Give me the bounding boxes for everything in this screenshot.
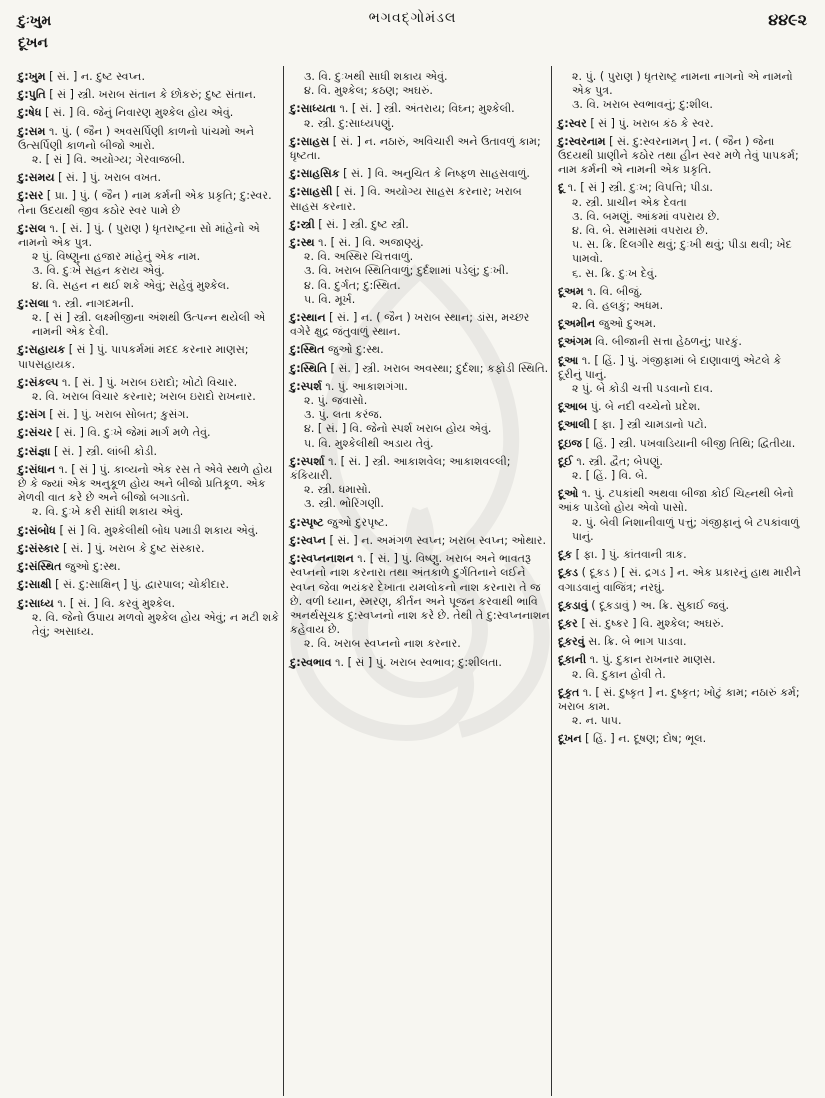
definition-text: ૧. [ હિં. ] પું. ગંજીફામાં બે દાણાવાળું એટલે કે દૂરીનું પાનું. <box>558 353 782 381</box>
dictionary-entry <box>558 437 808 451</box>
dictionary-entry <box>18 408 280 422</box>
dictionary-entry <box>18 88 280 102</box>
dictionary-entry <box>18 297 280 340</box>
dictionary-entry <box>290 552 552 651</box>
definition-text: [ સં ] પું. ખરાબ કંઠ કે સ્વર. <box>590 116 714 130</box>
dictionary-entry <box>290 343 552 357</box>
headword: દુ:સંધાન <box>18 462 56 476</box>
headword: દુ:સાહસિક <box>290 167 340 181</box>
definition-text: ૧. [ સં ] સ્ત્રી. દુઃખ; વિપત્તિ; પીડા. <box>567 181 713 195</box>
headword: દુ:સંસ્થિત <box>18 560 62 574</box>
sub-sense: ૨. વિ. અસ્થિર ચિત્તવાળું. <box>304 250 414 264</box>
headword: દુ:સ્વપ્નનાશન <box>290 552 354 566</box>
entry-main <box>290 218 552 232</box>
headword: દુ:સહાયક <box>18 343 66 357</box>
sub-sense: ૩. વિ. દુઃખે સહન કરાય એવું. <box>32 264 165 278</box>
definition-text: ૧. [ સં ] પું. ખરાબ સ્વભાવ; દુ:શીલતા. <box>335 655 502 669</box>
sub-sense: ૫. વિ. મુશ્કેલીથી અડાય તેવું. <box>304 436 434 450</box>
dictionary-entry <box>18 222 280 293</box>
dictionary-entry <box>290 455 552 512</box>
definition-text: [ ફા. ] સ્ત્રી ચામડાનો પટો. <box>593 418 708 432</box>
definition-text: [ સં. ] વિ. અનુચિત કે નિષ્ફળ સાહસવાળું. <box>343 167 530 181</box>
definition-text: [ સં. દુ:સ્વરનામન્ ] ન. ( જૈન ) જેના ઉદયથી પ્રાણીને કઠોર તથા હીન સ્વર મળે તેવું પાપકર્મ; નામ કર્મની એ નામની એક પ્રકૃતિ. <box>558 134 799 177</box>
headword: દુ:સ્વર <box>558 116 587 130</box>
sub-sense: ૨. વિ. ખરાબ વિચાર કરનાર; ખરાબ ઇરાદો રાખનાર. <box>32 390 256 404</box>
headword: દુ:સાક્ષી <box>18 578 52 592</box>
definition-text: ૧. [ સં. દુષ્કૃત ] ન. દુષ્કૃત; ખોટું કામ; નઠારું કર્મ; ખરાબ કામ. <box>558 685 800 713</box>
dictionary-entry <box>558 418 808 432</box>
definition-text: [ સં. ] વિ. દુઃખે જેમાં માર્ગ મળે તેવું. <box>55 426 211 440</box>
dictionary-entry <box>558 181 808 280</box>
entry-main <box>290 167 552 181</box>
definition-text: ૧. [ સં. ] વિ. કરવું મુશ્કેલ. <box>57 596 176 610</box>
definition-text: પું. બે નદી વચ્ચેનો પ્રદેશ. <box>590 400 701 414</box>
dictionary-entry <box>18 445 280 459</box>
entry-main <box>18 297 280 311</box>
headword: દૂઆ <box>558 353 579 367</box>
sub-sense: ૨. સ્ત્રી. પ્રાચીન એક દેવતા <box>572 195 687 209</box>
definition-text: ૧. પું. ટપકાંથી અથવા બીજા કોઈ ચિહ્નથી બેનો આંક પાડેલો હોય એવો પાસો. <box>558 487 794 515</box>
entry-main <box>558 566 808 594</box>
sub-sense: ૪. [ સં. ] વિ. જેનો સ્પર્શ ખરાબ હોય એવું. <box>304 422 492 436</box>
entry-main <box>18 106 280 120</box>
sub-sense: ૪. વિ. મુશ્કેલ; કઠણ; અઘરું. <box>304 84 433 98</box>
entry-main <box>18 542 280 556</box>
headword: દુ:સંકલ્પ <box>18 375 59 389</box>
entry-main <box>290 185 552 213</box>
headword: દુ:સાહસી <box>290 185 333 199</box>
dictionary-entry <box>18 171 280 185</box>
headword: દુ:સંસ્કાર <box>18 541 60 555</box>
definition-text: [ સં. દુષ્કર ] વિ. મુશ્કેલ; અઘરું. <box>581 616 724 630</box>
page-number: ૪૪૯૨ <box>768 10 807 29</box>
definition-text: [ ફા. ] પું. કાંતવાની ત્રાક. <box>575 548 687 562</box>
headword: દૂખન <box>558 732 582 746</box>
entry-main <box>18 222 280 250</box>
running-title: ભગવદ્ગોમંડલ <box>368 10 457 26</box>
definition-text: જુઓ દુ:સ્થ. <box>328 343 384 357</box>
dictionary-entry <box>18 343 280 371</box>
headword: દુ:સલા <box>18 296 49 310</box>
headword: દુ:સ્પર્શ <box>290 379 322 393</box>
headword: દુ:સાહસ <box>290 134 330 148</box>
sub-sense: ૨. [ હિં. ] વિ. બે. <box>572 469 648 483</box>
sub-sense: ૩. વિ. ખરાબ સ્થિતિવાળું; દુર્દશામાં પડેલું; દુઃખી. <box>304 264 509 278</box>
definition-text: સ. ક્રિ. બે ભાગ પાડવા. <box>588 635 687 649</box>
definition-text: ૧. પું. આકાશગંગા. <box>325 379 408 393</box>
headword: દૂઅમીન <box>558 317 596 331</box>
dictionary-entry <box>558 117 808 131</box>
definition-text: [ સં. ] પું. ખરાબ સોબત; કુસંગ. <box>49 408 190 422</box>
headword: દુ:સમય <box>18 171 55 185</box>
definition-text: [ પ્રા. ] પું. ( જૈન ) નામ કર્મની એક પ્રકૃતિ; દુ:સ્વર. તેના ઉદયથી જીવ કઠોર સ્વર પામે છે <box>18 189 272 217</box>
headword: દુ:સાધ્યતા <box>290 102 336 116</box>
sub-sense: ૪. વિ. બે. સમાસમાં વપરાય છે. <box>572 224 709 238</box>
definition-text: [ સં. ] સ્ત્રી. દુષ્ટ સ્ત્રી. <box>318 217 409 231</box>
definition-text: ૧. સ્ત્રી. દ્વૈત; બેપણું. <box>576 454 663 468</box>
sub-sense: ૨. ન. પાપ. <box>572 714 622 728</box>
entry-main <box>290 656 552 670</box>
headword: દૂઓ <box>558 487 579 501</box>
headword: દૂક <box>558 548 573 562</box>
dictionary-entry <box>558 653 808 681</box>
dictionary-entry <box>558 599 808 613</box>
headword: દુ:સમ <box>18 124 46 138</box>
sub-sense: ૫. વિ. મૂર્ખ. <box>304 292 356 306</box>
headword: દૂઆબ <box>558 400 588 414</box>
sub-sense: ૨. પું. જવાસો. <box>304 394 368 408</box>
entry-main <box>18 445 280 459</box>
dictionary-entry <box>558 548 808 562</box>
sub-sense: ૨ પું. વિષ્ણુના હજાર માંહેનું એક નામ. <box>32 250 201 264</box>
dictionary-entry <box>290 311 552 339</box>
definition-text: ૧. [ સં. ] વિ. અજાણ્યું. <box>318 236 424 250</box>
dictionary-entry <box>290 656 552 670</box>
definition-text: ૧. [ સં. ] પું. વિષ્ણુ. ખરાબ અને ભાવતરૂ સ્વપ્નનો નાશ કરનારા તથા અંતકાળે દુર્ગતિનાને લઈને સ્વપ્ન જેવા ભયંકર દેખાતા યમલોકનો નાશ કરનારા તે જ છે. વળી ધ્યાન, સ્મરણ, કીર્તન અને પૂજન કરવાથી ભાવિ અનર્થસૂચક દુ:સ્વપ્નનો નાશ કરે છે. તેથી તે દુ:સ્વપ્નનાશન કહેવાય છે. <box>290 552 550 637</box>
definition-text: [ સં. ] ન. દુષ્ટ સ્વપ્ન. <box>49 70 145 83</box>
dictionary-entry <box>290 516 552 530</box>
dictionary-entry <box>558 617 808 631</box>
definition-text: જુઓ દુ:સ્થ. <box>65 560 121 574</box>
headword: દૂઇજ <box>558 436 582 450</box>
dictionary-entry <box>18 597 280 640</box>
dictionary-entry <box>558 732 808 746</box>
definition-text: [ સં. ] પું. ખરાબ કે દુષ્ટ સંસ્કાર. <box>62 541 205 555</box>
definition-text: ૧. [ સં. ] પું. ( પુરાણ ) ધૃતરાષ્ટ્રના સો માંહેનો એ નામનો એક પુત્ર. <box>18 221 260 250</box>
dictionary-entry <box>18 542 280 556</box>
guide-first-word: દુઃખુમ <box>18 13 52 29</box>
definition-text: ૧. સ્ત્રી. નાગદમની. <box>52 296 134 310</box>
entry-main <box>558 317 808 331</box>
entry-main <box>558 354 808 382</box>
page-header <box>18 10 807 68</box>
entry-main <box>18 426 280 440</box>
entry-main <box>290 534 552 548</box>
sub-sense: ૩. સ્ત્રી. ભોરિંગણી. <box>304 497 384 511</box>
definition-text: [ સં. ] વિ. અયોગ્ય સાહસ કરનાર; ખરાબ સાહસ કરનાર. <box>290 185 522 213</box>
definition-text: [ સં. ] સ્ત્રી. લાંબી કોડી. <box>54 444 158 458</box>
entry-main <box>290 552 552 637</box>
sub-sense: ૨. [ સં ] સ્ત્રી. લક્ષ્મીજીના અંશથી ઉત્પન્ન થયેલી એ નામની એક દેવી. <box>32 311 266 339</box>
dictionary-entry <box>290 380 552 451</box>
sub-sense: ૨. વિ. દુકાન હોવી તે. <box>572 667 666 681</box>
entry-main <box>558 335 808 349</box>
dictionary-entry <box>18 560 280 574</box>
sub-sense: ૨. સ્ત્રી. ધમાસો. <box>304 483 372 497</box>
entry-main <box>558 455 808 469</box>
dictionary-entry <box>290 362 552 376</box>
entry-main <box>290 362 552 376</box>
definition-text: [ સં ] વિ. મુશ્કેલીથી બોધ પમાડી શકાય એવું. <box>59 523 259 537</box>
dictionary-entry <box>558 686 808 729</box>
definition-text: [ સં ] પું. પાપકર્મમાં મદદ કરનાર માણસ; પાપસહાયક. <box>18 343 249 371</box>
headword: દૂઈ <box>558 454 573 468</box>
headword: દુ:સ્વભાવ <box>290 655 332 669</box>
headword: દુ:સ્થ <box>290 236 315 250</box>
sub-sense: ૨ પું. બે કોડી ચત્તી પડવાનો દાવ. <box>572 382 714 396</box>
sub-sense: ૪. વિ. સહન ન થઈ શકે એવું; સહેવું મુશ્કેલ. <box>32 278 230 292</box>
sub-sense: ૨. વિ. હલકું; અધમ. <box>572 299 664 313</box>
entry-main <box>290 102 552 116</box>
sub-sense: ૨. વિ. જેનો ઉપાય મળવો મુશ્કેલ હોય એવું; ન મટી શકે તેવું; અસાધ્ય. <box>32 610 280 638</box>
definition-text: [ સં. ] ન. અમંગળ સ્વપ્ન; ખરાબ સ્વપ્ન; ઓથાર. <box>329 533 547 547</box>
definition-text: ૧. [ સં. ] પું. ખરાબ ઇરાદો; ખોટો વિચાર. <box>61 375 238 389</box>
definition-text: [ સં ] સ્ત્રી. ખરાબ સંતાન કે છોકરું; દુષ્ટ સંતાન. <box>49 88 257 102</box>
sub-sense: ૫. સ. ક્રિ. દિલગીર થવું; દુઃખી થવું; પીડા થવી; ખેદ પામવો. <box>572 238 792 266</box>
dictionary-entry <box>290 135 552 163</box>
headword: દુ:ખુમ <box>18 70 46 83</box>
dictionary-entry <box>558 566 808 594</box>
dictionary-entry <box>558 635 808 649</box>
sub-sense: ૩. પું. લતા કરંજ. <box>304 408 383 422</box>
entry-main <box>18 70 280 84</box>
definition-text: [ સં. ] સ્ત્રી. ખરાબ અવસ્થા; દુર્દશા; કફોડી સ્થિતિ. <box>330 361 549 375</box>
sub-sense: ૨. પું. બેવી નિશાનીવાળું પત્તું; ગંજીફાનું બે ટપકાંવાળું પાનું. <box>572 515 800 543</box>
dictionary-entry <box>558 335 808 349</box>
sub-sense: ૨. વિ. દુઃખે કરી સાંધી શકાય એવું. <box>32 505 184 519</box>
sub-sense: ૨. પું. ( પુરાણ ) ધૃતરાષ્ટ્ર નામના નાગનો એ નામનો એક પુત્ર. <box>572 70 793 98</box>
dictionary-entry <box>290 218 552 232</box>
headword: દુ:સ્વપ્ન <box>290 533 326 547</box>
entry-main <box>290 380 552 394</box>
definition-text: ૧. પું. દુકાન રાખનાર માણસ. <box>589 653 716 667</box>
dictionary-entry <box>18 189 280 217</box>
entry-main <box>290 236 552 250</box>
definition-text: ૧. વિ. બીજું. <box>587 284 643 298</box>
entry-main <box>18 376 280 390</box>
entry-main <box>558 400 808 414</box>
entry-main <box>290 135 552 163</box>
headword: દુ:સંગ <box>18 408 46 422</box>
column-rule <box>283 66 284 1096</box>
dictionary-entry <box>558 455 808 483</box>
definition-text: [ હિં. ] સ્ત્રી. પખવાડિયાની બીજી તિથિ; દ્વિતીયા. <box>585 436 796 450</box>
entry-main <box>558 418 808 432</box>
headword: દૂઆલી <box>558 418 590 432</box>
entry-main <box>290 311 552 339</box>
dictionary-entry <box>290 167 552 181</box>
sub-sense: ૩. વિ. દુઃખથી સાધી શકાય એવું. <box>304 70 448 83</box>
sub-sense: ૩. વિ. બમણું. આંકમાં વપરાય છે. <box>572 209 720 223</box>
definition-text: જુઓ દુઅમ. <box>598 317 657 331</box>
headword: દુ:સ્થાન <box>290 311 326 325</box>
entry-main <box>18 597 280 611</box>
definition-text: ૧. [ સં. ] સ્ત્રી. આકાશવેલ; આકાશવલ્લી; કંકિયારી. <box>290 454 511 483</box>
headword: દુ:ષેધ <box>18 106 42 120</box>
dictionary-entry <box>18 376 280 404</box>
entry-main <box>558 653 808 667</box>
definition-text: ૧. [ સં ] પું. કાવ્યનો એક રસ તે એવે સ્થળે હોય છે કે જ્યાં એક અનુકૂળ હોય અને બીજો પ્રતિકૂળ. એક મેળવી વાત કરે છે અને બીજો બગાડતો. <box>18 462 273 505</box>
column-2 <box>290 70 552 674</box>
entry-main <box>290 455 552 483</box>
headword: દુ:સલ <box>18 221 47 235</box>
entry-main <box>18 88 280 102</box>
dictionary-entry <box>18 70 280 84</box>
dictionary-entry <box>558 317 808 331</box>
definition-text: ( દૂકડ ) [ સં. દ્રગડ ] ન. એક પ્રકારનું હાથ મારીને વગાડવાનું વાજિંત્ર; નરઘું. <box>558 566 802 594</box>
entry-main <box>558 487 808 515</box>
column-1 <box>18 70 280 643</box>
headword: દુ:પુતિ <box>18 88 46 102</box>
dictionary-entry <box>18 463 280 520</box>
headword: દૂ <box>558 181 565 195</box>
entry-main <box>18 189 280 217</box>
definition-text: ૧. [ સં. ] સ્ત્રી. અંતરાય; વિઘ્ન; મુશ્કેલી. <box>339 102 515 116</box>
entry-main <box>18 578 280 592</box>
dictionary-entry <box>558 354 808 397</box>
dictionary-entry <box>558 400 808 414</box>
dictionary-entry <box>18 524 280 538</box>
dictionary-entry <box>558 70 808 113</box>
entry-main <box>558 599 808 613</box>
dictionary-entry <box>558 285 808 313</box>
entry-main <box>18 524 280 538</box>
entry-main <box>18 125 280 153</box>
entry-main <box>18 408 280 422</box>
definition-text: વિ. બીજાની સત્તા હેઠળનું; પારકું. <box>595 335 742 349</box>
entry-main <box>558 135 808 178</box>
headword: દુ:સ્વરનામ <box>558 134 606 148</box>
sub-sense: ૨. [ સં ] વિ. અયોગ્ય; ગેરવાજબી. <box>32 153 186 167</box>
entry-main <box>558 617 808 631</box>
headword: દૂકૃત <box>558 685 580 699</box>
headword: દુ:સર <box>18 189 44 203</box>
entry-main <box>18 171 280 185</box>
sub-sense: ૩. વિ. ખરાબ સ્વભાવનું; દુ:શીલ. <box>572 98 713 112</box>
definition-text: [ સં. ] ન. ( જૈન ) ખરાબ સ્થાન; ડાંસ, મચ્છર વગેરે ક્ષુદ્ર જંતુવાળું સ્થાન. <box>290 311 530 339</box>
dictionary-entry <box>18 106 280 120</box>
entry-main <box>290 343 552 357</box>
dictionary-entry <box>290 236 552 307</box>
headword: દુ:સ્પર્શા <box>290 454 325 468</box>
definition-text: [ સં. ] ન. નઠારું, અવિચારી અને ઉતાવળું કામ; ધૃષ્ટતા. <box>290 134 541 163</box>
headword: દૂઅંગમ <box>558 335 592 349</box>
entry-main <box>558 285 808 299</box>
headword: દુ:સ્થિતિ <box>290 361 328 375</box>
sub-sense: ૪. વિ. દુર્ગત; દુ:સ્થિત. <box>304 278 401 292</box>
entry-main <box>18 343 280 371</box>
headword: દૂકડાવું <box>558 598 588 612</box>
headword: દૂઅમ <box>558 284 584 298</box>
definition-text: ૧. પું. ( જૈન ) અવસર્પિણી કાળનો પાંચમો અને ઉત્સર્પિણી કાળનો બીજો આરો. <box>18 124 255 152</box>
dictionary-entry <box>18 125 280 168</box>
headword: દુ:સંબોધ <box>18 523 56 537</box>
headword: દુ:સ્ત્રી <box>290 217 315 231</box>
dictionary-entry <box>18 578 280 592</box>
dictionary-entry <box>290 185 552 213</box>
dictionary-entry <box>290 102 552 130</box>
entry-main <box>558 732 808 746</box>
entry-main <box>18 463 280 506</box>
entry-main <box>18 560 280 574</box>
definition-text: જુઓ દુરપૃષ્ટ. <box>327 515 389 529</box>
dictionary-entry <box>558 487 808 544</box>
headword: દુ:સંજ્ઞા <box>18 444 51 458</box>
entry-main <box>290 516 552 530</box>
headword: દુ:સ્પૃષ્ટ <box>290 515 324 529</box>
entry-main <box>558 686 808 714</box>
entry-main <box>558 635 808 649</box>
definition-text: [ હિં. ] ન. દૂષણ; દોષ; ભૂલ. <box>585 732 707 746</box>
entry-main <box>558 117 808 131</box>
dictionary-entry <box>18 426 280 440</box>
headword: દૂકડ <box>558 566 579 580</box>
dictionary-entry <box>290 70 552 98</box>
entry-main <box>558 437 808 451</box>
entry-main <box>558 181 808 195</box>
definition-text: ( દૂકડાવું ) અ. ક્રિ. સુકાઈ જવું. <box>591 598 729 612</box>
entry-main <box>558 548 808 562</box>
headword: દુ:સંચર <box>18 426 53 440</box>
sub-sense: ૨. વિ. ખરાબ સ્વપ્નનો નાશ કરનાર. <box>304 637 461 651</box>
headword: દુ:સાધ્ય <box>18 596 54 610</box>
guide-last-word: દૂખન <box>18 35 48 51</box>
headword: દૂકરવું <box>558 635 585 649</box>
sub-sense: ૬. સ. ક્રિ. દુઃખ દેવું. <box>572 266 658 280</box>
headword: દૂકાની <box>558 653 587 667</box>
headword: દુ:સ્થિત <box>290 343 325 357</box>
dictionary-entry <box>290 534 552 548</box>
definition-text: [ સં. ] પું. ખરાબ વખત. <box>58 171 161 185</box>
definition-text: [ સં. દુ:સાક્ષિન્ ] પું. દ્વારપાલ; ચોકીદાર. <box>55 578 229 592</box>
definition-text: [ સં. ] વિ. જેનું નિવારણ મુશ્કેલ હોય એવું. <box>45 106 234 120</box>
sub-sense: ૨. સ્ત્રી. દુ:સાધ્યપણું. <box>304 116 395 130</box>
column-3 <box>558 70 808 751</box>
dictionary-entry <box>558 135 808 178</box>
headword: દૂકર <box>558 616 578 630</box>
